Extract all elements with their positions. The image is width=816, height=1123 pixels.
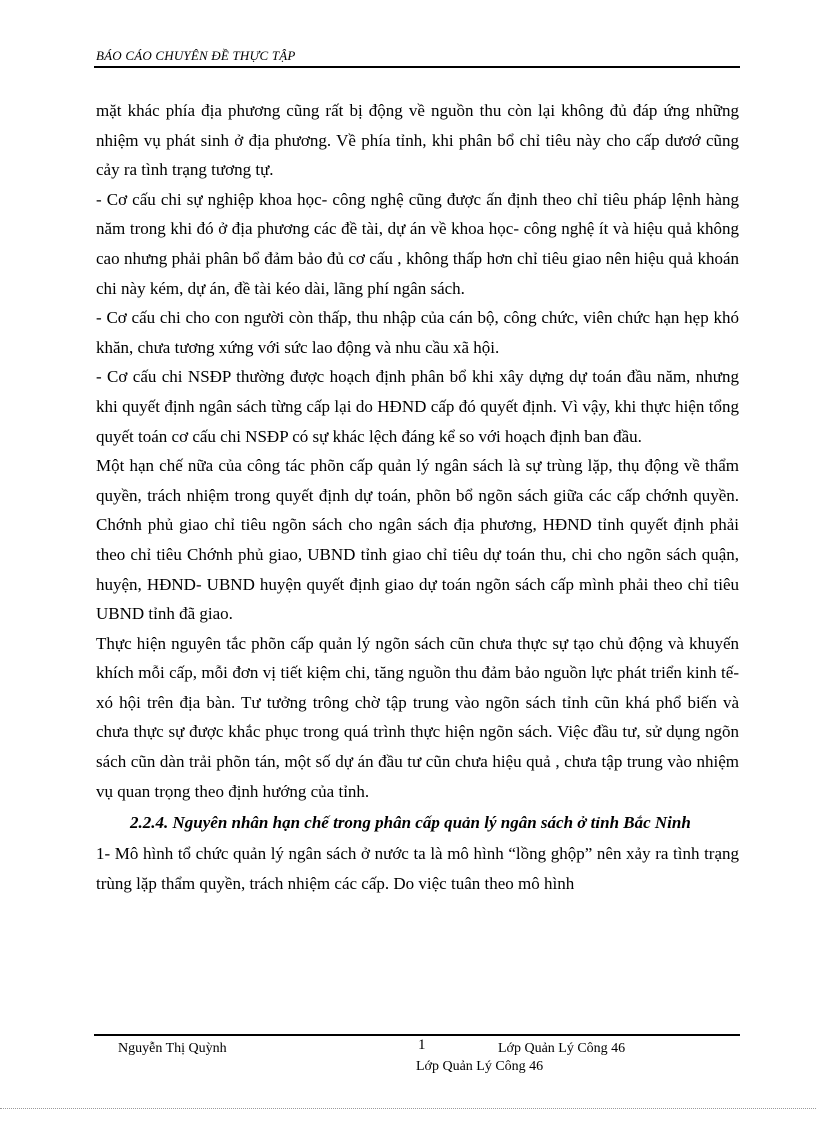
page-number: 1 [418, 1037, 426, 1053]
paragraph: mặt khác phía địa phương cũng rất bị động về nguồn thu còn lại không đủ đáp ứng những nhiệm vụ phát sinh ở địa phương. Về phía tỉnh, khi phân bổ chỉ tiêu này cho cấp dươớ cũng cảy ra tình trạng tương tự. [96, 101, 739, 180]
paragraph: 1- Mô hình tổ chức quản lý ngân sách ở nước ta là mô hình “lồng ghộp” nên xảy ra tình trạng trùng lặp thẩm quyền, trách nhiệm các cấp. Do việc tuân theo mô hình [96, 844, 739, 893]
page-edge-divider [0, 1108, 816, 1109]
header-rule [94, 66, 740, 68]
document-body [96, 96, 739, 898]
paragraph: - Cơ cấu chi cho con người còn thấp, thu nhập của cán bộ, công chức, viên chức hạn hẹp khó khăn, chưa tương xứng với sức lao động và nhu cầu xã hội. [96, 308, 739, 357]
paragraph: - Cơ cấu chi NSĐP thường được hoạch định phân bổ khi xây dựng dự toán đầu năm, nhưng khi quyết định ngân sách từng cấp lại do HĐND cấp đó quyết định. Vì vậy, khi thực hiện tổng quyết toán cơ cấu chi NSĐP có sự khác lệch đáng kể so với hoạch định ban đầu. [96, 367, 739, 446]
footer-rule [94, 1034, 740, 1036]
footer-author: Nguyễn Thị Quỳnh [118, 1041, 227, 1056]
running-header: BÁO CÁO CHUYÊN ĐỀ THỰC TẬP [96, 48, 296, 63]
paragraph: Một hạn chế nữa của công tác phõn cấp quản lý ngân sách là sự trùng lặp, thụ động về thẩm quyền, trách nhiệm trong quyết định dự toán, phõn bổ ngõn sách giữa các cấp chớnh quyền. Chớnh phủ giao chỉ tiêu ngõn sách cho ngân sách địa phương, HĐND tỉnh quyết định phải theo chỉ tiêu Chớnh phủ giao, UBND tỉnh giao chỉ tiêu dự toán thu, chi cho ngõn sách quận, huyện, HĐND- UBND huyện quyết định giao dự toán ngõn sách cấp mình phải theo chỉ tiêu UBND tỉnh đã giao. [96, 456, 739, 624]
paragraph: - Cơ cấu chi sự nghiệp khoa học- công nghệ cũng được ấn định theo chỉ tiêu pháp lệnh hàng năm trong khi đó ở địa phương các đề tài, dự án về khoa học- công nghệ ít và hiệu quả không cao nhưng phải phân bổ đảm bảo đủ cơ cấu , không thấp hơn chỉ tiêu giao nên hiệu quả khoán chi này kém, dự án, đề tài kéo dài, lãng phí ngân sách. [96, 189, 739, 298]
footer-class: Lớp Quản Lý Công 46 [498, 1041, 626, 1056]
section-heading: 2.2.4. Nguyên nhân hạn chế trong phân cấp quản lý ngân sách ở tỉnh Bắc Ninh [130, 813, 691, 833]
paragraph: Thực hiện nguyên tắc phõn cấp quản lý ngõn sách cũn chưa thực sự tạo chủ động và khuyến khích mỗi cấp, mỗi đơn vị tiết kiệm chi, tăng nguồn thu đảm bảo nguồn lực phát triển kinh tế- xó hội trên địa bàn. Tư tưởng trông chờ tập trung vào ngõn sách tỉnh cũn khá phổ biến và chưa thực sự được khắc phục trong quá trình thực hiện ngõn sách. Việc đầu tư, sử dụng ngõn sách cũn dàn trải phõn tán, một số dự án đầu tư cũn chưa hiệu quả , chưa tập trung vào nhiệm vụ quan trọng theo định hướng của tỉnh. [96, 633, 739, 801]
footer-class: Lớp Quản Lý Công 46 [416, 1059, 544, 1074]
